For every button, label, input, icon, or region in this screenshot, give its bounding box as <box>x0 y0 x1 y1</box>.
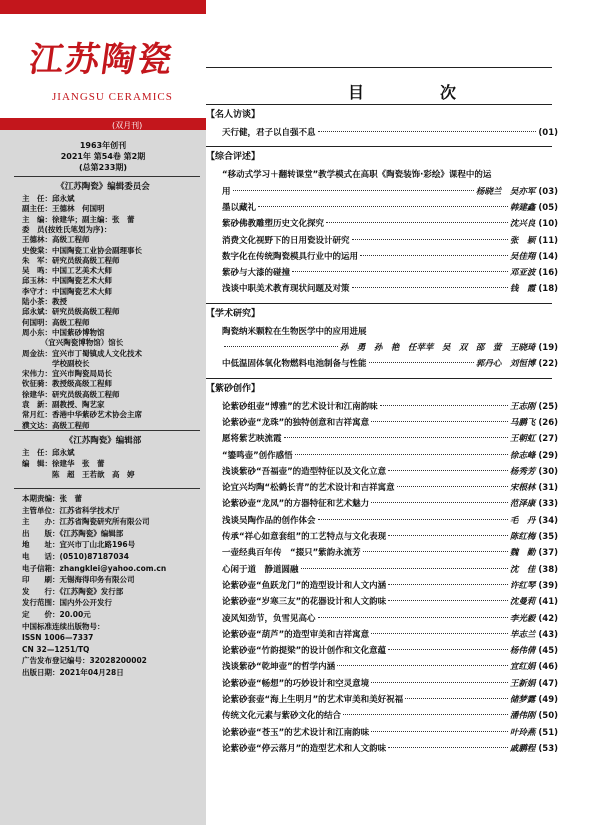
board-member: 钦征骑：教授级高级工程师 <box>22 379 112 389</box>
board-member: 吴 鸣：中国工艺美术大师 <box>22 266 112 276</box>
toc-entry-continued <box>222 341 558 353</box>
entry-author: 许红琴 <box>509 580 536 591</box>
entry-author: 韩建鑫 <box>509 202 536 213</box>
entry-title: 墨以藏礼 <box>222 202 257 213</box>
entry-page: (47) <box>538 678 558 689</box>
leader-dots <box>369 362 474 363</box>
toc-entry <box>222 514 558 526</box>
leader-dots <box>326 222 508 223</box>
leader-dots <box>405 698 508 699</box>
entry-title: 浅谈吴陶作品的创作体会 <box>222 515 316 526</box>
entry-page: (49) <box>538 695 558 705</box>
entry-title: “鎏鸣壶”创作感悟 <box>222 450 293 461</box>
entry-title: 论紫砂壶“葫芦”的造型审美和吉祥寓意 <box>222 629 370 640</box>
entry-page: (11) <box>538 235 558 246</box>
entry-page: (29) <box>538 450 558 461</box>
entry-page: (35) <box>538 532 558 542</box>
section-title: 【综合评述】 <box>206 152 261 163</box>
board-member: 史俊棠：中国陶瓷工业协会副理事长 <box>22 245 142 255</box>
entry-title: 传统文化元素与紫砂文化的结合 <box>222 711 342 722</box>
entry-title: 论宜兴均陶“松鹤长青”的艺术设计和吉祥寓意 <box>222 483 395 494</box>
entry-author: 戚鹏程 <box>509 743 536 754</box>
issue-number: 2021年 第54卷 第2期 <box>60 152 146 161</box>
publishing-row: 发 行：《江苏陶瓷》发行部 <box>22 586 124 596</box>
toc-entry <box>222 325 558 337</box>
toc-entry <box>222 726 558 738</box>
publishing-row: 定 价：20.00元 <box>22 610 91 619</box>
entry-title: 论紫砂壶“停云落月”的造型艺术和人文韵味 <box>222 743 387 754</box>
board-member: 主 编：徐建华；副主编：张 蕾 <box>22 214 135 224</box>
dept-member: 陈 超 王若歆 高 婷 <box>22 470 135 479</box>
section-title: 【名人访谈】 <box>206 110 261 120</box>
leader-dots <box>343 714 508 715</box>
publishing-row: CN 32—1251/TQ <box>22 644 90 654</box>
publishing-row: 地 址：宜兴市丁山北路196号 <box>22 540 136 550</box>
logo-title-cn: 江苏陶瓷 <box>26 40 177 80</box>
leader-dots <box>380 405 508 406</box>
leader-dots <box>388 584 508 585</box>
entry-page: (10) <box>538 219 558 230</box>
entry-author: 范泽康 <box>509 499 536 510</box>
top-red-bar <box>0 0 206 14</box>
entry-author: 储梦露 <box>509 695 536 705</box>
leader-dots <box>371 421 508 422</box>
dept-member: 主 任：邱永斌 <box>22 448 75 457</box>
leader-dots <box>371 731 508 732</box>
board-member: 副主任：王德林 何国明 <box>22 204 105 214</box>
toc-entry <box>222 217 558 229</box>
leader-dots <box>295 454 508 455</box>
toc-entry <box>222 416 558 428</box>
leader-dots <box>388 470 508 471</box>
toc-entry <box>222 449 558 461</box>
entry-title: 用 <box>222 186 231 197</box>
publishing-row: 中国标准连续出版物号： <box>22 621 105 631</box>
section-rule <box>206 146 552 147</box>
toc-entry <box>222 465 558 477</box>
entry-title: 浅谈紫砂“吾福壶”的造型特征以及文化立意 <box>222 466 387 477</box>
entry-page: (31) <box>538 483 558 494</box>
toc-entry <box>222 234 558 246</box>
board-member: 濮文达：高级工程师 <box>22 420 90 430</box>
entry-title: 论紫砂壶“鱼跃龙门”的造型设计和人文内涵 <box>222 580 387 591</box>
entry-author: 郭丹心 刘恒博 <box>475 359 536 370</box>
leader-dots <box>371 682 508 683</box>
leader-dots <box>318 617 508 618</box>
entry-page: (22) <box>538 359 558 370</box>
board-member: 常月红：香港中华紫砂艺术协会主席 <box>22 410 142 420</box>
entry-author: 毛 丹 <box>509 515 536 526</box>
board-member: 周小东：中国紫砂博物馆 <box>22 327 105 337</box>
toc-entry <box>222 357 558 369</box>
entry-author: 杨晓兰 吴亦军 <box>475 186 536 197</box>
entry-author: 潘伟刚 <box>509 711 536 722</box>
board-member: 邱永斌：研究员级高级工程师 <box>22 307 120 317</box>
leader-dots <box>388 535 508 536</box>
entry-author: 徐志峰 <box>509 450 536 461</box>
logo-red-band <box>0 118 206 130</box>
entry-title: 论紫砂壶“畅想”的巧妙设计和空灵意境 <box>222 678 370 689</box>
toc-entry <box>222 432 558 444</box>
entry-author: 宜红娟 <box>509 662 536 673</box>
entry-page: (33) <box>538 499 558 510</box>
entry-page: (16) <box>538 268 558 279</box>
board-member: 学校副校长 <box>22 358 90 368</box>
entry-author: 沈兴良 <box>509 219 536 230</box>
toc-entry <box>222 497 558 509</box>
editorial-board-title: 《江苏陶瓷》编辑委员会 <box>56 182 150 192</box>
entry-page: (37) <box>538 548 558 559</box>
board-member: 何国明：高级工程师 <box>22 317 90 327</box>
publishing-row: 电 话：(0510)87187034 <box>22 552 129 561</box>
section-rule <box>206 104 552 105</box>
leader-dots <box>224 346 338 347</box>
entry-page: (19) <box>538 343 558 353</box>
publishing-row: ISSN 1006—7337 <box>22 633 94 643</box>
entry-page: (03) <box>538 186 558 197</box>
toc-entry <box>222 563 558 575</box>
entry-title: 中低温固体氧化物燃料电池制备与性能 <box>222 359 367 370</box>
board-member: （宜兴陶瓷博物馆）馆长 <box>22 338 124 348</box>
entry-page: (43) <box>538 629 558 640</box>
entry-page: (05) <box>538 202 558 213</box>
entry-author: 吴佳翔 <box>509 251 536 262</box>
publishing-row: 发行范围：国内外公开发行 <box>22 598 112 608</box>
entry-page: (30) <box>538 466 558 477</box>
toc-entry <box>222 546 558 558</box>
board-member: 李守才：中国陶瓷艺术大师 <box>22 286 112 296</box>
entry-title: 论紫砂组壶“博雅”的艺术设计和江南韵味 <box>222 401 378 412</box>
divider <box>14 488 200 489</box>
entry-page: (39) <box>538 580 558 591</box>
section-title: 【紫砂创作】 <box>206 383 261 394</box>
toc-entry <box>222 612 558 624</box>
toc-entry <box>222 644 558 656</box>
board-member: 袁 新：副教授、陶艺家 <box>22 400 105 409</box>
entry-title: 愿将紫艺映流霞 <box>222 434 282 445</box>
entry-title: 陶瓷纳米颗粒在生物医学中的应用进展 <box>222 326 367 337</box>
entry-author: 张 颖 <box>509 235 536 246</box>
entry-title: 心闲于道 静道圆融 <box>222 564 299 575</box>
entry-page: (46) <box>538 662 558 673</box>
entry-page: (26) <box>538 417 558 428</box>
entry-title: 浅谈紫砂“乾坤壶”的哲学内涵 <box>222 662 336 673</box>
entry-title: 数字化在传统陶瓷模具行业中的运用 <box>222 251 359 262</box>
entry-page: (41) <box>538 597 558 608</box>
section-title: 【学术研究】 <box>206 308 261 319</box>
entry-author: 杨伟倩 <box>509 646 536 657</box>
entry-page: (38) <box>538 564 558 575</box>
entry-author: 王朝虹 <box>509 434 536 445</box>
board-member: 周金法：宜兴市丁蜀镇成人文化技术 <box>22 348 142 358</box>
founded-year: 1963年创刊 <box>79 141 127 150</box>
leader-dots <box>352 239 508 240</box>
toc-entry <box>222 481 558 493</box>
board-member: 邱玉林：中国陶瓷艺术大师 <box>22 276 112 286</box>
toc-entry <box>222 709 558 721</box>
entry-author: 杨秀芳 <box>509 466 536 477</box>
entry-title: 论紫砂壶“龙凤”的方器特征和艺术魅力 <box>222 499 370 510</box>
entry-page: (53) <box>538 743 558 754</box>
entry-title: 天行健，君子以自强不息 <box>222 128 316 138</box>
leader-dots <box>388 649 508 650</box>
divider <box>14 176 200 177</box>
leader-dots <box>352 287 508 288</box>
toc-entry <box>222 677 558 689</box>
entry-author: 沈曼莉 <box>509 597 536 608</box>
leader-dots <box>301 568 508 569</box>
leader-dots <box>397 486 508 487</box>
publishing-row: 电子信箱：zhangklei@yahoo.com.cn <box>22 563 167 573</box>
entry-page: (01) <box>538 128 558 138</box>
entry-title: 浅谈中职美术教育现状问题及对策 <box>222 284 350 295</box>
toc-entry <box>222 693 558 705</box>
toc-entry-continued <box>222 185 558 197</box>
toc-entry <box>222 530 558 542</box>
board-member: 徐建华：研究员级高级工程师 <box>22 389 120 399</box>
board-member: 委 员(按姓氏笔划为序)： <box>22 224 112 234</box>
leader-dots <box>292 271 508 272</box>
entry-page: (27) <box>538 434 558 445</box>
toc-entry <box>222 595 558 607</box>
leader-dots <box>371 633 508 634</box>
entry-author: 沈 佳 <box>509 564 536 575</box>
journal-logo <box>0 14 206 118</box>
publishing-row: 广告发布登记编号：32028200002 <box>22 656 147 666</box>
entry-title: 紫砂佛教雕塑历史文化探究 <box>222 219 325 230</box>
leader-dots <box>371 502 508 503</box>
toc-entry <box>222 579 558 591</box>
publishing-row: 本期责编：张 蕾 <box>22 494 82 503</box>
toc-entry <box>222 400 558 412</box>
entry-author: 叶玲燕 <box>509 727 536 738</box>
entry-title: 论紫砂壶“龙珠”的独特创意和吉祥寓意 <box>222 417 370 428</box>
toc-entry <box>222 660 558 672</box>
section-rule <box>206 378 552 379</box>
entry-page: (34) <box>538 515 558 526</box>
leader-dots <box>360 255 508 256</box>
publishing-row: 印 刷：无锡海得印务有限公司 <box>22 575 135 585</box>
entry-title: “移动式学习＋翻转课堂”教学模式在高职《陶瓷装饰·彩绘》课程中的运 <box>222 170 492 181</box>
toc-entry <box>222 282 558 294</box>
board-member: 宋伟力：宜兴市陶瓷局局长 <box>22 369 112 379</box>
leader-dots <box>337 665 508 666</box>
entry-author: 陈红梅 <box>509 532 536 542</box>
entry-author: 马鹏飞 <box>509 417 536 428</box>
toc-entry <box>222 250 558 262</box>
entry-author: 王志刚 <box>509 401 536 412</box>
entry-title: 紫砂与大漆的碰撞 <box>222 268 291 279</box>
entry-title: 论紫砂壶“岁寒三友”的花器设计和人文韵味 <box>222 597 387 608</box>
leader-dots <box>284 437 508 438</box>
frequency-label: (双月刊) <box>112 121 143 130</box>
entry-page: (25) <box>538 401 558 412</box>
toc-entry <box>222 168 558 180</box>
leader-dots <box>363 551 508 552</box>
publishing-row: 出版日期：2021年04月28日 <box>22 668 124 677</box>
leader-dots <box>388 747 508 748</box>
toc-entry <box>222 126 558 138</box>
entry-page: (50) <box>538 711 558 722</box>
entry-page: (42) <box>538 613 558 624</box>
entry-title: 论紫砂套壶“海上生明月”的艺术审美和美好祝福 <box>222 695 404 705</box>
entry-page: (18) <box>538 284 558 295</box>
leader-dots <box>388 600 508 601</box>
leader-dots <box>318 519 508 520</box>
leader-dots <box>258 206 508 207</box>
entry-title: 论紫砂壶“苍玉”的艺术设计和江南韵味 <box>222 727 370 738</box>
entry-title: 凌风知劲节，负雪见高心 <box>222 613 316 624</box>
header-rule <box>206 67 552 68</box>
entry-title: 消费文化视野下的日用瓷设计研究 <box>222 235 350 246</box>
editorial-dept-title: 《江苏陶瓷》编辑部 <box>64 436 142 446</box>
toc-entry <box>222 266 558 278</box>
entry-title: 论紫砂壶“竹韵提梁”的设计创作和文化意蕴 <box>222 646 387 657</box>
board-member: 陆小茶：教授 <box>22 297 67 306</box>
entry-author: 毕志兰 <box>509 629 536 640</box>
toc-entry <box>222 742 558 754</box>
entry-title: 一壶经典百年传 “掇只”紫韵永流芳 <box>222 548 361 559</box>
publishing-row: 出 版：《江苏陶瓷》编辑部 <box>22 528 124 538</box>
board-member: 王德林：高级工程师 <box>22 235 90 245</box>
toc-entry <box>222 201 558 213</box>
logo-title-en: JIANGSU CERAMICS <box>52 91 173 103</box>
issue-info <box>0 140 206 173</box>
total-number: (总第233期) <box>78 163 127 172</box>
divider <box>14 430 200 431</box>
entry-author: 钱 霞 <box>509 284 536 295</box>
leader-dots <box>233 190 474 191</box>
entry-author: 王新娟 <box>509 678 536 689</box>
dept-member: 编 辑：徐建华 张 蕾 <box>22 459 105 468</box>
entry-author: 李光毅 <box>509 613 536 624</box>
entry-page: (45) <box>538 646 558 657</box>
section-rule <box>206 303 552 304</box>
toc-entry <box>222 628 558 640</box>
entry-author: 宋根林 <box>509 483 536 494</box>
entry-author: 邓亚波 <box>509 268 536 279</box>
toc-heading: 目 次 <box>348 83 487 102</box>
entry-author: 孙 勇 孙 艳 任苹苹 吴 双 邵 萤 王晓琦 <box>339 343 536 353</box>
publishing-row: 主 办：江苏省陶瓷研究所有限公司 <box>22 517 150 527</box>
leader-dots <box>318 131 537 132</box>
entry-author: 魏 勤 <box>509 548 536 559</box>
board-member: 主 任：邱永斌 <box>22 194 75 203</box>
publishing-row: 主管单位：江苏省科学技术厅 <box>22 505 120 515</box>
board-member: 朱 军：研究员级高级工程师 <box>22 255 120 265</box>
entry-page: (51) <box>538 727 558 738</box>
entry-page: (14) <box>538 251 558 262</box>
entry-title: 传承“祥心如意套组”的工艺特点与文化表现 <box>222 532 387 542</box>
